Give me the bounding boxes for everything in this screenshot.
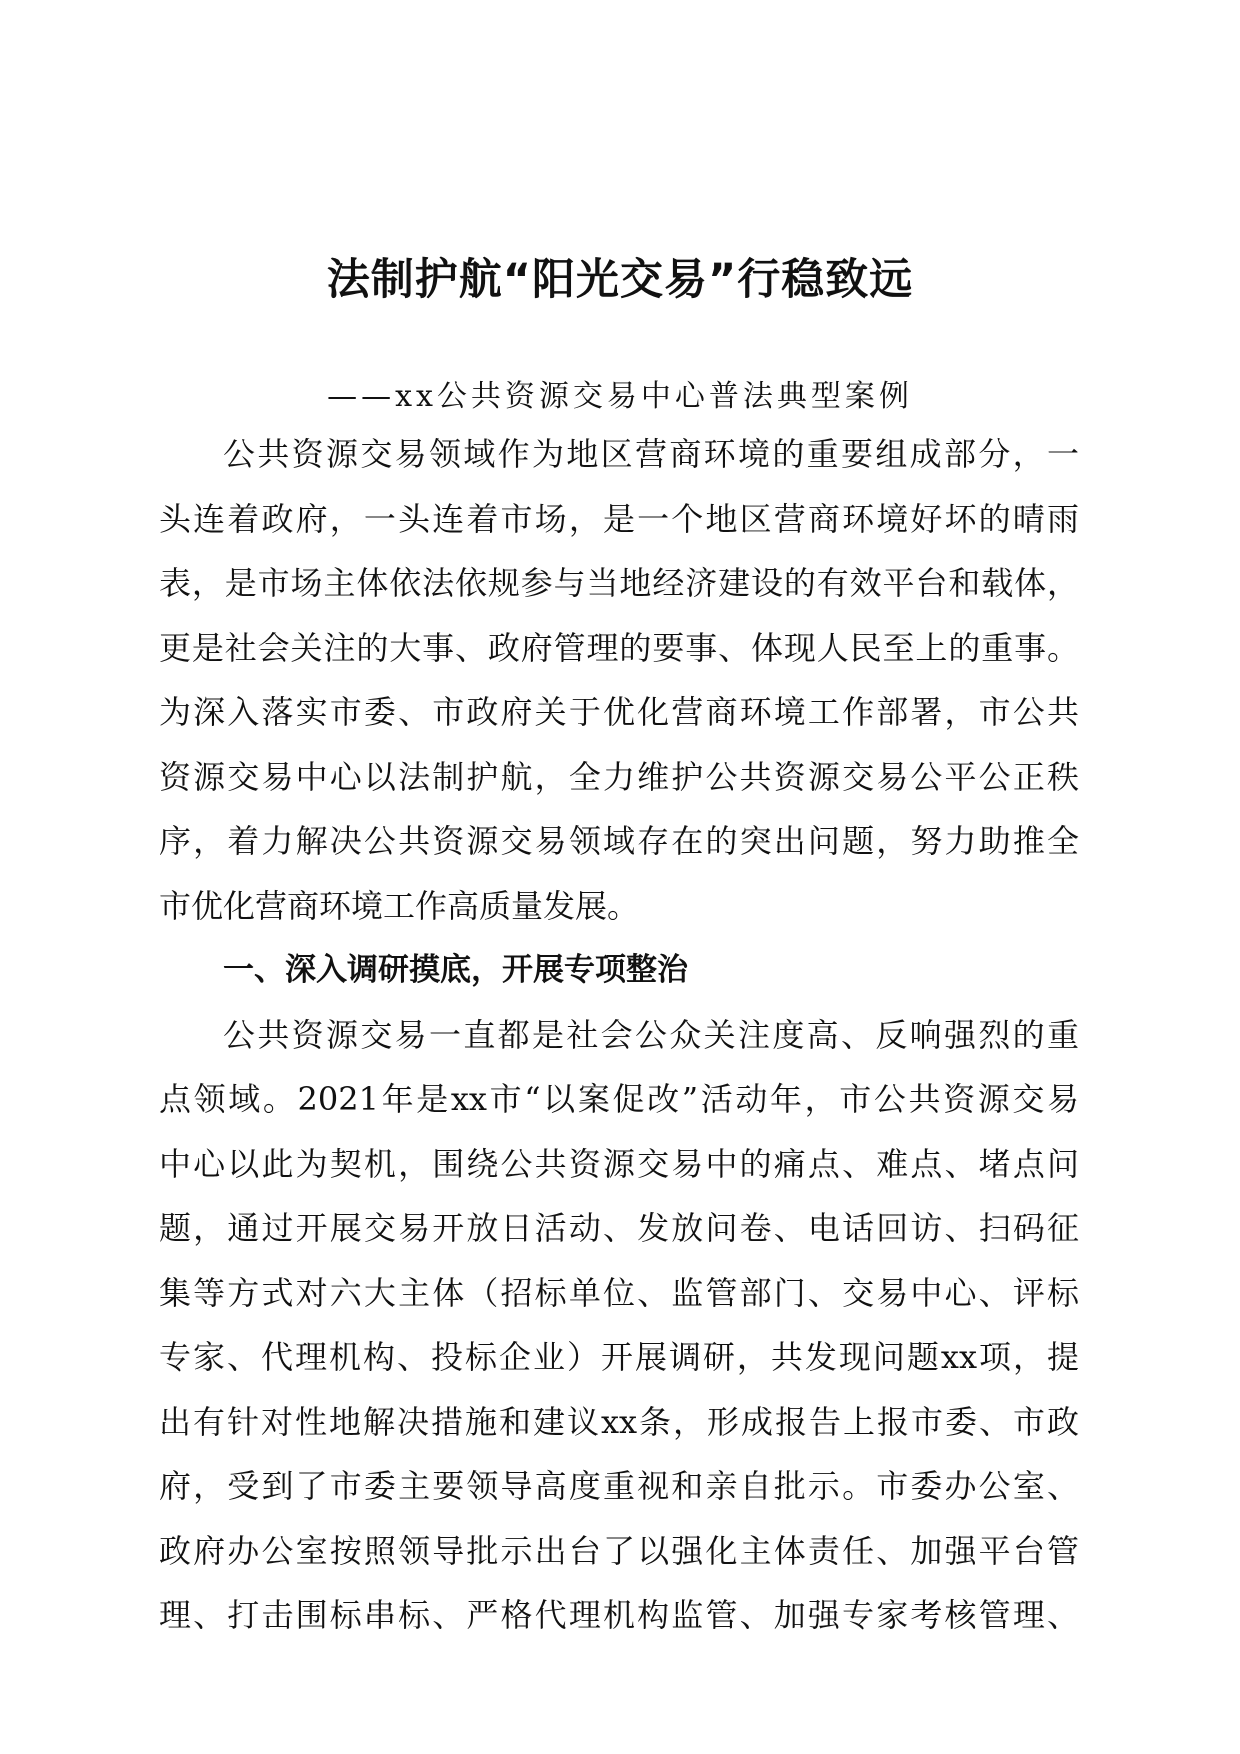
text-line: 市优化营商环境工作高质量发展。 bbox=[159, 886, 640, 925]
text-line: 专家、代理机构、投标企业）开展调研，共发现问题xx项，提 bbox=[159, 1338, 1079, 1376]
text-line: 中心以此为契机，围绕公共资源交易中的痛点、难点、堵点问 bbox=[159, 1144, 1079, 1183]
text-line: 表，是市场主体依法依规参与当地经济建设的有效平台和载体， bbox=[159, 564, 1079, 602]
text-line: 题，通过开展交易开放日活动、发放问卷、电话回访、扫码征 bbox=[159, 1209, 1079, 1247]
text-line: 府，受到了市委主要领导高度重视和亲自批示。市委办公室、 bbox=[159, 1467, 1079, 1505]
text-line: 更是社会关注的大事、政府管理的要事、体现人民至上的重事。 bbox=[159, 628, 1079, 667]
text-line: 政府办公室按照领导批示出台了以强化主体责任、加强平台管 bbox=[159, 1531, 1079, 1570]
section-heading: 一、深入调研摸底，开展专项整治 bbox=[223, 952, 688, 988]
text-line: 为深入落实市委、市政府关于优化营商环境工作部署，市公共 bbox=[159, 693, 1079, 731]
text-line: 序，着力解决公共资源交易领域存在的突出问题，努力助推全 bbox=[159, 822, 1079, 860]
text-line: 公共资源交易一直都是社会公众关注度高、反响强烈的重 bbox=[223, 1015, 1079, 1054]
text-line: 出有针对性地解决措施和建议xx条，形成报告上报市委、市政 bbox=[159, 1402, 1079, 1441]
document-title: 法制护航“阳光交易”行稳致远 bbox=[326, 255, 914, 305]
document-body bbox=[159, 422, 1079, 1648]
text-line: 集等方式对六大主体（招标单位、监管部门、交易中心、评标 bbox=[159, 1273, 1079, 1312]
document-subtitle: ——xx公共资源交易中心普法典型案例 bbox=[327, 379, 913, 414]
text-line: 点领域。2021年是xx市“以案促改”活动年，市公共资源交易 bbox=[159, 1080, 1079, 1118]
text-line: 头连着政府，一头连着市场，是一个地区营商环境好坏的晴雨 bbox=[159, 499, 1079, 538]
text-line: 资源交易中心以法制护航，全力维护公共资源交易公平公正秩 bbox=[159, 757, 1079, 796]
text-line: 公共资源交易领域作为地区营商环境的重要组成部分，一 bbox=[223, 435, 1079, 473]
text-line: 理、打击围标串标、严格代理机构监管、加强专家考核管理、 bbox=[159, 1596, 1079, 1634]
